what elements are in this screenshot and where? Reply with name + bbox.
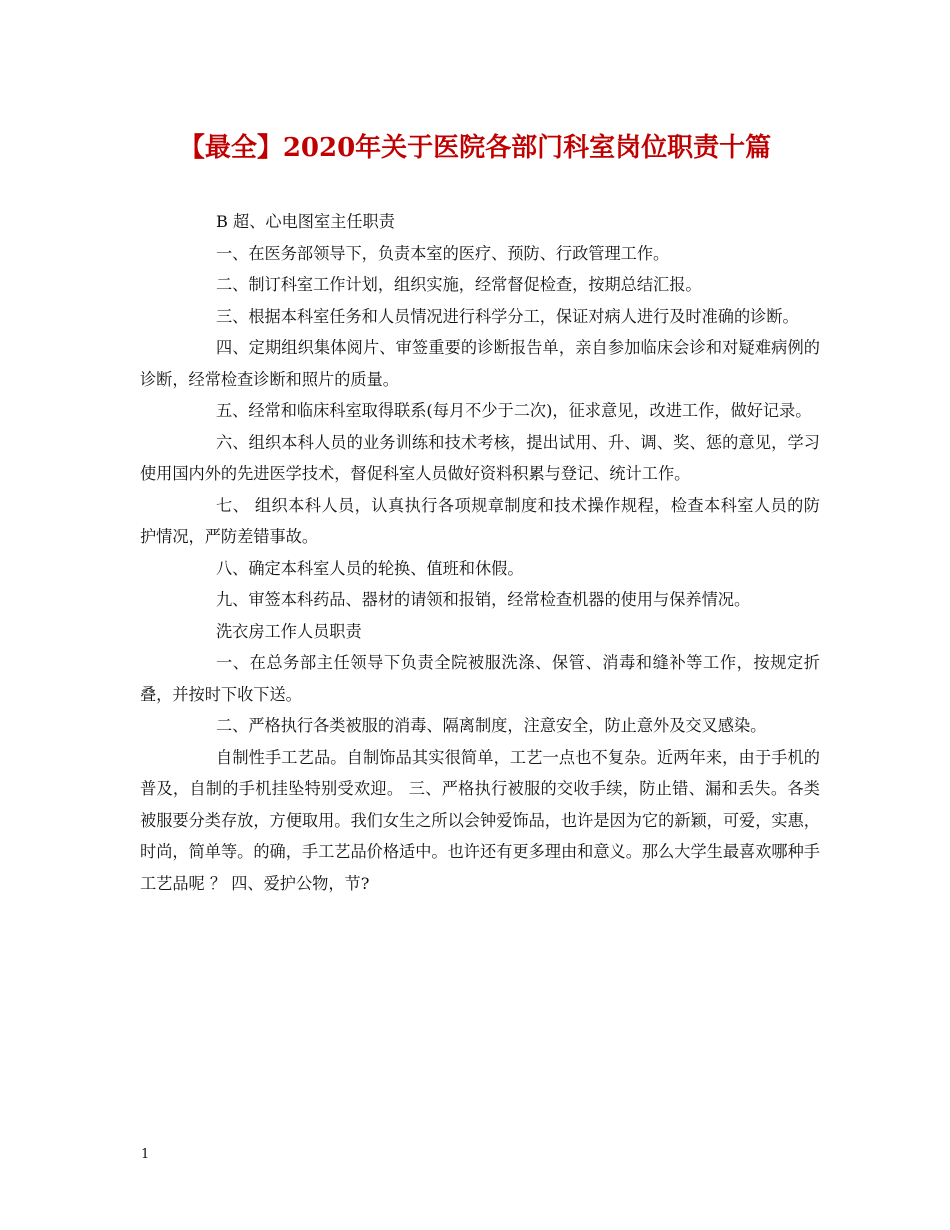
document-title: 【最全】2020年关于医院各部门科室岗位职责十篇 [178,133,772,163]
page-number: 1 [141,1147,150,1162]
paragraph: 洗衣房工作人员职责 [216,621,362,641]
paragraph: 五、经常和临床科室取得联系(每月不少于二次)，征求意见，改进工作，做好记录。 [216,401,812,420]
paragraph: 自制性手工艺品。自制饰品其实很简单，工艺一点也不复杂。近两年来，由于手机的普及，自制的手机挂坠特别受欢迎。 三、严格执行被服的交收手续，防止错、漏和丢失。各类被服要分类存放，方便取用。我们女生之所以会钟爱饰品，也许是因为它的新颖，可爱，实惠，时尚，简单等。的确，手工艺品价格适中。也许还有更多理由和意义。那么大学生最喜欢哪种手工艺品呢 ？ 四、爱护公物，节? [140,747,820,893]
paragraph: 二、制订科室工作计划，组织实施，经常督促检查，按期总结汇报。 [216,275,702,294]
paragraph: 一、在医务部领导下，负责本室的医疗、预防、行政管理工作。 [216,243,670,263]
paragraph: B 超、心电图室主任职责 [216,212,395,231]
paragraph: 六、组织本科人员的业务训练和技术考核，提出试用、升、调、奖、惩的意见，学习使用国内外的先进医学技术，督促科室人员做好资料积累与登记、统计工作。 [140,432,820,483]
paragraph: 九、审签本科药品、器材的请领和报销，经常检查机器的使用与保养情况。 [216,590,751,609]
document-body [140,206,820,899]
paragraph: 三、根据本科室任务和人员情况进行科学分工，保证对病人进行及时准确的诊断。 [216,306,799,326]
paragraph: 二、严格执行各类被服的消毒、隔离制度，注意安全，防止意外及交叉感染。 [216,716,767,735]
paragraph: 七、 组织本科人员，认真执行各项规章制度和技术操作规程，检查本科室人员的防护情况，严防差错事故。 [140,495,820,546]
paragraph: 八、确定本科室人员的轮换、值班和休假。 [216,558,524,578]
paragraph: 一、在总务部主任领导下负责全院被服洗涤、保管、消毒和缝补等工作，按规定折叠，并按时下收下送。 [140,653,820,704]
paragraph: 四、定期组织集体阅片、审签重要的诊断报告单，亲自参加临床会诊和对疑难病例的诊断，经常检查诊断和照片的质量。 [140,338,820,389]
